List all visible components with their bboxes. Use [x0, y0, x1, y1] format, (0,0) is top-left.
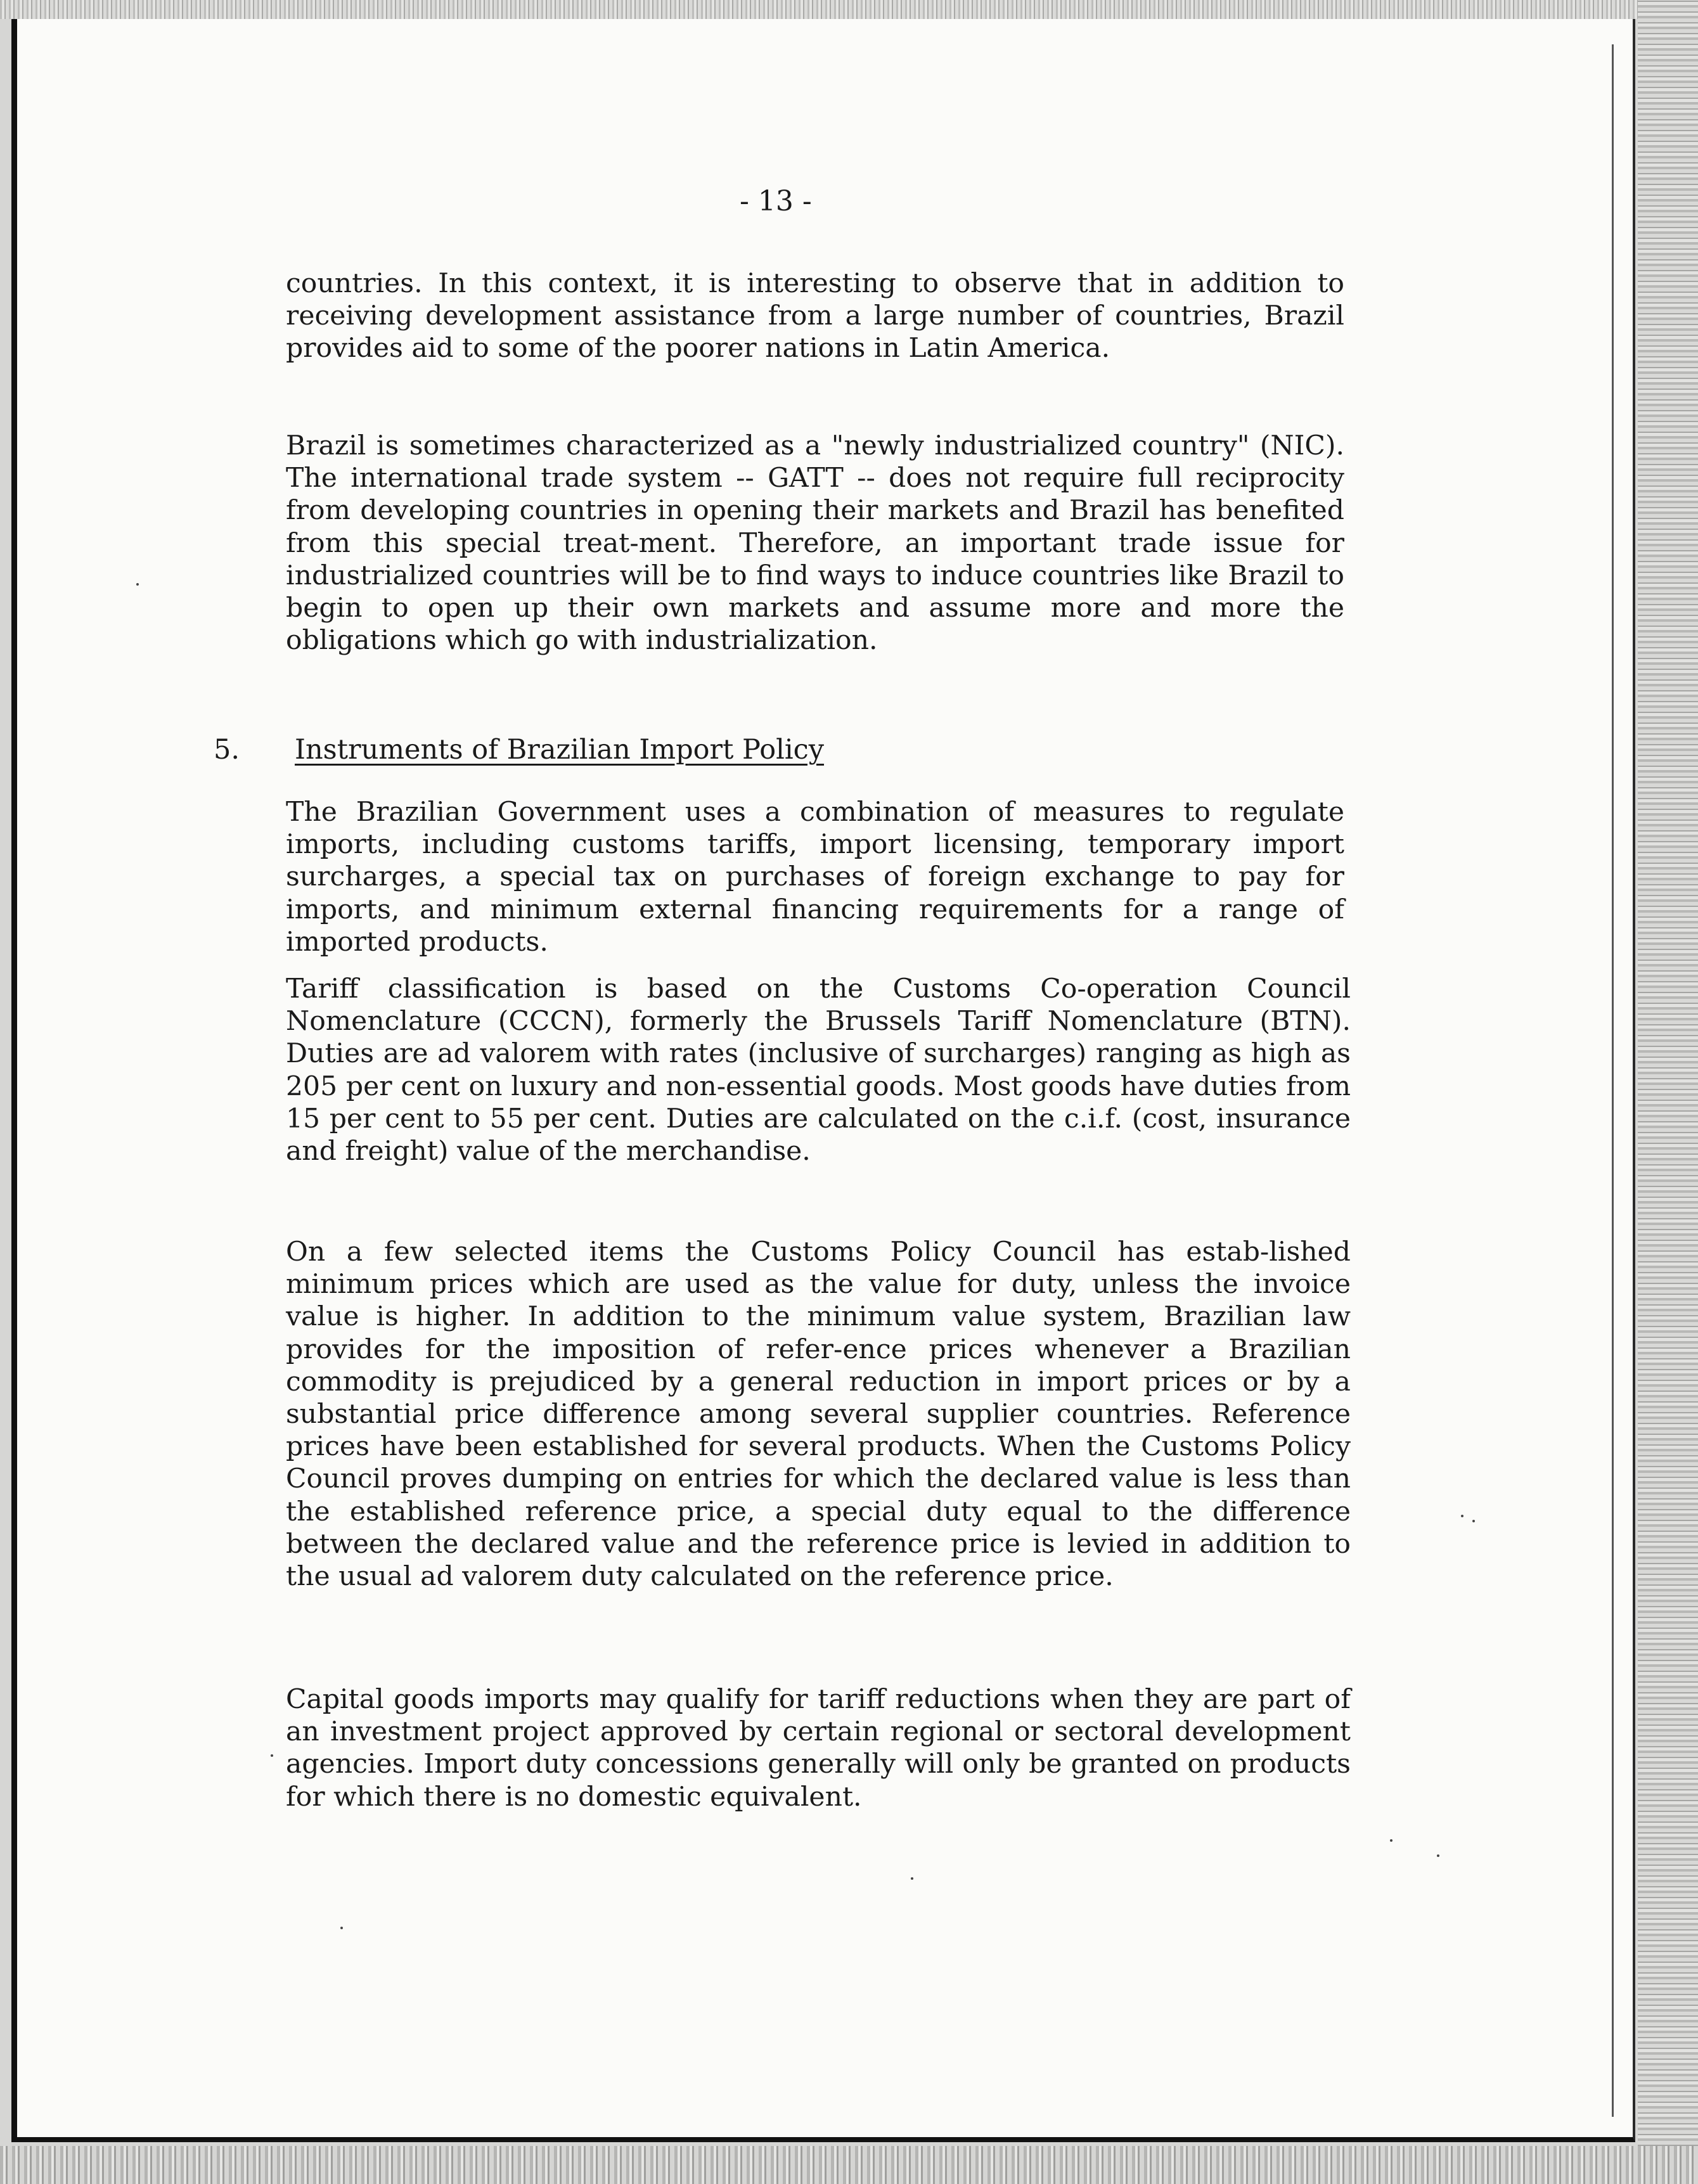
scan-speck — [136, 583, 139, 586]
document-page — [11, 19, 1635, 2142]
scan-speck — [911, 1877, 913, 1880]
scan-speck — [1390, 1839, 1392, 1842]
section-number: 5. — [214, 734, 240, 766]
paragraph-capital-goods: Capital goods imports may qualify for tariff reductions when they are part of an investment project approved by certain regional or sectoral development agencies. Import duty concessions generally will only be granted on products for which there is no domestic equivalent. — [286, 1684, 1351, 1813]
paragraph-tariff-classification: Tariff classification is based on the Customs Co-operation Council Nomenclature (CCCN), formerly the Brussels Tariff Nomenclature (BTN). Duties are ad valorem with rates (inclusive of surcharges) ranging as high as 205 per cent on luxury and non-essential goods. Most goods have duties from 15 per cent to 55 per cent. Duties are calculated on the c.i.f. (cost, insurance and freight) value of the merchandise. — [286, 973, 1351, 1167]
scan-border-bottom — [0, 2146, 1698, 2184]
section-title: Instruments of Brazilian Import Policy — [295, 734, 825, 766]
scan-speck — [271, 1754, 273, 1757]
page-number: - 13 - — [740, 185, 812, 217]
paragraph-measures: The Brazilian Government uses a combination of measures to regulate imports, including customs tariffs, import licensing, temporary import surcharges, a special tax on purchases of foreign exchange to pay for imports, and minimum external financing requirements for a range of imported products. — [286, 797, 1344, 958]
scan-speck — [1437, 1854, 1439, 1857]
paragraph-nic: Brazil is sometimes characterized as a "newly industrialized country" (NIC). The international trade system -- GATT -- does not require full reciprocity from developing countries in opening their markets and Brazil has benefited from this special treat-ment. Therefore, an important trade issue for industrialized countries will be to find ways to induce countries like Brazil to begin to open up their own markets and assume more and more the obligations which go with industrialization. — [286, 430, 1344, 657]
scan-border-top — [0, 0, 1698, 19]
scan-speck — [1461, 1515, 1463, 1517]
scan-speck — [1472, 1520, 1475, 1522]
paragraph-countries: countries. In this context, it is interesting to observe that in addition to receiving development assistance from a large number of countries, Brazil provides aid to some of the poorer nations in Latin America. — [286, 268, 1344, 364]
paragraph-minimum-prices: On a few selected items the Customs Policy Council has estab-lished minimum prices which are used as the value for duty, unless the invoice value is higher. In addition to the minimum value system, Brazilian law provides for the imposition of refer-ence prices whenever a Brazilian commodity is prejudiced by a general reduction in import prices or by a substantial price difference among several supplier countries. Reference prices have been established for several products. When the Customs Policy Council proves dumping on entries for which the declared value is less than the established reference price, a special duty equal to the difference between the declared value and the reference price is levied in addition to the usual ad valorem duty calculated on the reference price. — [286, 1237, 1351, 1593]
page-edge-line — [1612, 44, 1614, 2117]
scan-border-right — [1638, 0, 1698, 2184]
scan-speck — [340, 1927, 343, 1929]
